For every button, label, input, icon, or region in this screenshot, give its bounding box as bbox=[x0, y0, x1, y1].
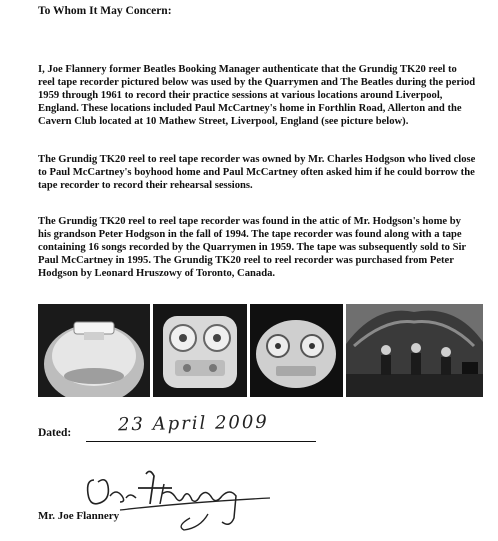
photo-strip bbox=[38, 304, 483, 397]
photo-cavern-club bbox=[346, 304, 483, 397]
dated-underline bbox=[86, 441, 316, 442]
salutation: To Whom It May Concern: bbox=[38, 5, 172, 17]
paragraph-authentication: I, Joe Flannery former Beatles Booking Manager authenticate that the Grundig TK20 reel to reel tape recorder pictured below was used by the Quarrymen and The Beatles during the period 1959 through 1961 to record their practice sessions at various locations around Liverpool, England. These locations included Paul McCartney's home in Forthlin Road, Allerton and the Cavern Club located at 10 Mathew Street, Liverpool, England (see picture below). bbox=[38, 64, 476, 127]
photo-recorder-top bbox=[38, 304, 150, 397]
dated-field bbox=[38, 411, 338, 455]
handwritten-date: 23 April 2009 bbox=[117, 411, 269, 436]
paragraph-ownership: The Grundig TK20 reel to reel tape recorder was owned by Mr. Charles Hodgson who lived close to Paul McCartney's boyhood home and Paul McCartney often asked him if he could borrow the tape recorder to record their rehearsal sessions. bbox=[38, 154, 476, 191]
photo-recorder-angle bbox=[250, 304, 343, 397]
paragraph-discovery: The Grundig TK20 reel to reel tape recorder was found in the attic of Mr. Hodgson's home by his grandson Peter Hodgson in the fall of 1994. The tape recorder was found along with a tape containing 16 songs recorded by the Quarrymen in 1959. The tape was subsequently sold to Sir Paul McCartney in 1995. The Grundig TK20 reel to reel recorder was purchased from Peter Hodgson by Leonard Hruszowy of Toronto, Canada. bbox=[38, 216, 466, 279]
photo-recorder-front bbox=[153, 304, 247, 397]
dated-label: Dated: bbox=[38, 427, 72, 439]
signer-name: Mr. Joe Flannery bbox=[38, 510, 120, 522]
